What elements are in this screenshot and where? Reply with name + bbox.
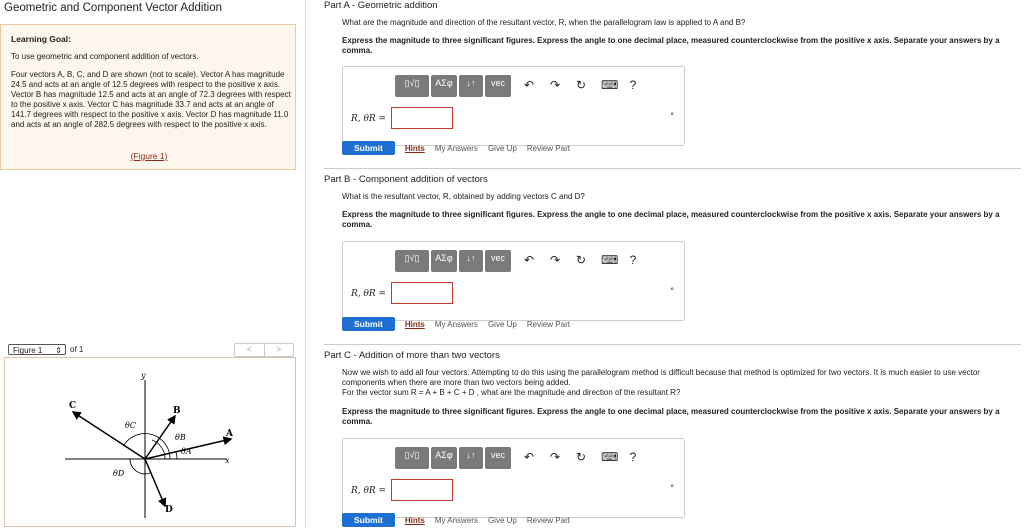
label-d: D	[165, 505, 173, 515]
templates-button[interactable]: ▯√▯	[395, 250, 429, 272]
submit-button[interactable]: Submit	[342, 513, 395, 527]
greek-button[interactable]: ΑΣφ	[431, 250, 457, 272]
part-separator	[324, 168, 1021, 169]
hints-link[interactable]: Hints	[404, 143, 425, 153]
figure-navigation	[4, 343, 290, 357]
panel-divider	[305, 0, 306, 527]
part-b-answer-input[interactable]	[391, 282, 453, 304]
prev-figure-button[interactable]: <	[235, 344, 265, 356]
review-part-link[interactable]: Review Part	[526, 143, 570, 153]
vector-c-arrow	[73, 412, 145, 459]
keyboard-icon[interactable]: ⌨	[601, 450, 619, 464]
redo-icon[interactable]: ↷	[549, 78, 561, 92]
math-toolbar	[395, 250, 515, 272]
learning-goal-heading: Learning Goal:	[11, 34, 71, 44]
theta-d-label: θD	[113, 469, 125, 478]
my-answers-link[interactable]: My Answers	[434, 319, 478, 329]
vec-button[interactable]: vec	[485, 250, 511, 272]
my-answers-link[interactable]: My Answers	[434, 143, 478, 153]
keyboard-icon[interactable]: ⌨	[601, 78, 619, 92]
toolbar-actions	[523, 450, 639, 464]
give-up-link[interactable]: Give Up	[487, 143, 517, 153]
vec-button[interactable]: vec	[485, 75, 511, 97]
arrows-button[interactable]: ↓↑	[459, 250, 483, 272]
help-icon[interactable]: ?	[629, 78, 637, 92]
part-b	[324, 174, 1024, 230]
vector-d-arrow	[145, 459, 165, 506]
figure-count: of 1	[70, 345, 84, 354]
vector-diagram	[5, 358, 295, 526]
next-figure-button[interactable]: >	[276, 345, 282, 354]
label-b: B	[173, 406, 181, 416]
label-c: C	[69, 401, 77, 411]
toolbar-actions	[523, 253, 639, 267]
part-a-title: Part A - Geometric addition	[324, 0, 438, 11]
figure-panel	[4, 357, 296, 527]
redo-icon[interactable]: ↷	[549, 253, 561, 267]
chevron-updown-icon: ⇕	[55, 346, 62, 355]
part-b-question: What is the resultant vector, R, obtained by adding vectors C and D?	[342, 192, 585, 201]
part-b-actions	[342, 317, 570, 331]
part-a-answer-box	[342, 66, 685, 146]
theta-c-label: θC	[125, 421, 136, 430]
undo-icon[interactable]: ↶	[523, 78, 535, 92]
undo-icon[interactable]: ↶	[523, 450, 535, 464]
part-c-question: Now we wish to add all four vectors. Attempting to do this using the parallelogram method is difficult because that method is optimized for two vectors. It is much easier to use vector components when there are more than two vectors being added.	[342, 368, 980, 387]
figure-link[interactable]: (Figure 1)	[130, 151, 168, 161]
part-c-question-2: For the vector sum R = A + B + C + D , what are the magnitude and direction of the resultant R?	[342, 388, 681, 397]
part-a-answer-input[interactable]	[391, 107, 453, 129]
part-c	[324, 350, 1024, 427]
toolbar-actions	[523, 78, 639, 92]
part-c-answer-input[interactable]	[391, 479, 453, 501]
keyboard-icon[interactable]: ⌨	[601, 253, 619, 267]
figure-select[interactable]	[8, 344, 66, 355]
my-answers-link[interactable]: My Answers	[434, 515, 478, 525]
help-icon[interactable]: ?	[629, 253, 637, 267]
part-b-instruction: Express the magnitude to three significant figures. Express the angle to one decimal place, measured counterclockwise from the positive x axis. Separate your answers by a comma.	[342, 210, 1000, 229]
figure-pager	[234, 343, 294, 357]
answer-label: R, θR =	[351, 486, 387, 496]
part-separator	[324, 344, 1021, 345]
reset-icon[interactable]: ↻	[575, 450, 587, 464]
templates-button[interactable]: ▯√▯	[395, 447, 429, 469]
hints-link[interactable]: Hints	[404, 515, 425, 525]
submit-button[interactable]: Submit	[342, 317, 395, 331]
degree-unit: °	[670, 483, 674, 493]
greek-button[interactable]: ΑΣφ	[431, 75, 457, 97]
give-up-link[interactable]: Give Up	[487, 515, 517, 525]
left-panel	[0, 0, 310, 527]
vectors-description: Four vectors A, B, C, and D are shown (not to scale). Vector A has magnitude 24.5 and acts at an angle of 12.5 degrees with respect to the positive x axis. Vector B has magnitude 12.5 and acts at an angle of 72.3 degrees with respect to the positive x axis. Vector C has magnitude 33.7 and acts at an angle of 141.7 degrees with respect to the positive x axis. Vector D has magnitude 11.0 and acts at an angle of 282.5 degrees with respect to the positive x axis.	[11, 70, 291, 129]
problem-title: Geometric and Component Vector Addition	[4, 2, 222, 14]
part-c-title: Part C - Addition of more than two vectors	[324, 350, 500, 361]
answer-label: R, θR =	[351, 289, 387, 299]
math-toolbar	[395, 447, 515, 469]
undo-icon[interactable]: ↶	[523, 253, 535, 267]
part-c-actions	[342, 513, 570, 527]
math-toolbar	[395, 75, 515, 97]
part-a-instruction: Express the magnitude to three significant figures. Express the angle to one decimal place, measured counterclockwise from the positive x axis. Separate your answers by a comma.	[342, 36, 1000, 55]
hints-link[interactable]: Hints	[404, 319, 425, 329]
review-part-link[interactable]: Review Part	[526, 515, 570, 525]
vec-button[interactable]: vec	[485, 447, 511, 469]
learning-goal-text: To use geometric and component addition of vectors.	[11, 52, 199, 61]
label-a: A	[226, 429, 233, 439]
part-a	[324, 0, 1024, 56]
arrows-button[interactable]: ↓↑	[459, 75, 483, 97]
arrows-button[interactable]: ↓↑	[459, 447, 483, 469]
reset-icon[interactable]: ↻	[575, 78, 587, 92]
learning-goal-box	[0, 24, 296, 170]
figure-select-value: Figure 1	[13, 346, 43, 355]
theta-b-label: θB	[175, 433, 186, 442]
reset-icon[interactable]: ↻	[575, 253, 587, 267]
help-icon[interactable]: ?	[629, 450, 637, 464]
degree-unit: °	[670, 111, 674, 121]
give-up-link[interactable]: Give Up	[487, 319, 517, 329]
degree-unit: °	[670, 286, 674, 296]
review-part-link[interactable]: Review Part	[526, 319, 570, 329]
submit-button[interactable]: Submit	[342, 141, 395, 155]
part-a-question: What are the magnitude and direction of the resultant vector, R, when the parallelogram law is applied to A and B?	[342, 18, 746, 27]
answer-label: R, θR =	[351, 114, 387, 124]
redo-icon[interactable]: ↷	[549, 450, 561, 464]
x-axis-label: x	[225, 456, 230, 465]
part-a-actions	[342, 141, 570, 155]
greek-button[interactable]: ΑΣφ	[431, 447, 457, 469]
part-c-answer-box	[342, 438, 685, 518]
y-axis-label: y	[141, 371, 146, 380]
templates-button[interactable]: ▯√▯	[395, 75, 429, 97]
part-b-answer-box	[342, 241, 685, 321]
part-c-instruction: Express the magnitude to three significant figures. Express the angle to one decimal place, measured counterclockwise from the positive x axis. Separate your answers by a comma.	[342, 407, 1000, 426]
part-b-title: Part B - Component addition of vectors	[324, 174, 488, 185]
theta-a-label: θA	[181, 447, 192, 456]
